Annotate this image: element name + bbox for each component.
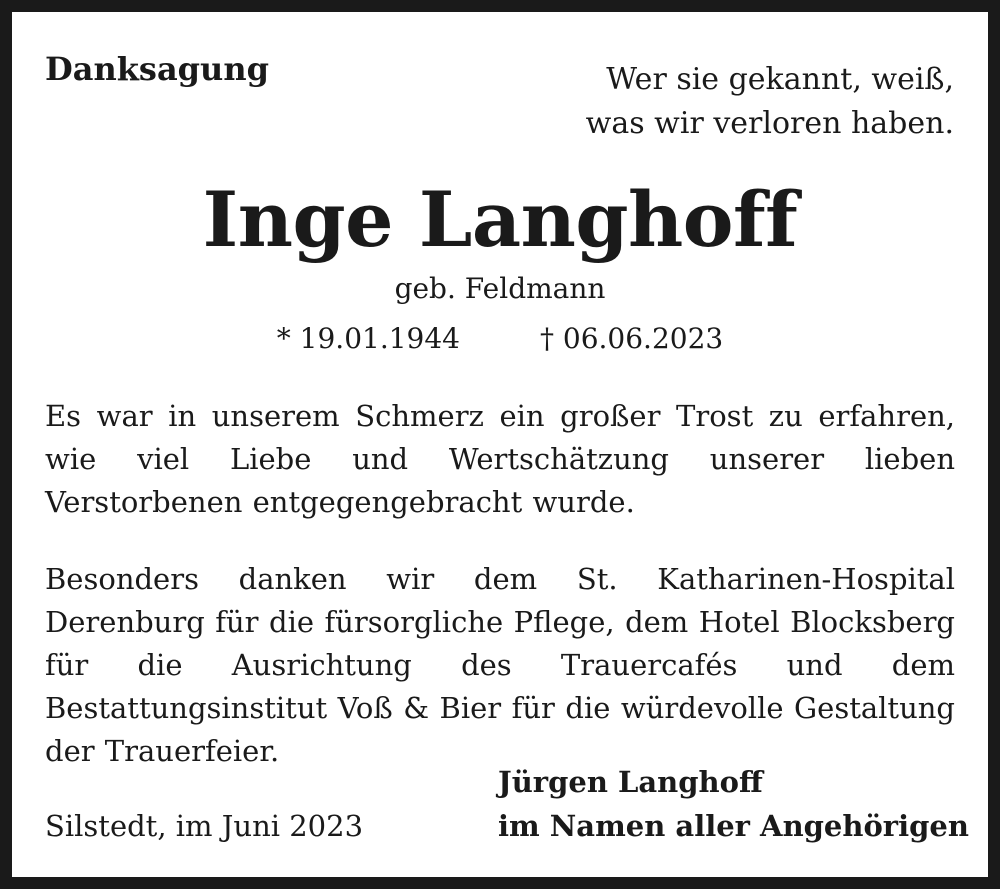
signer-name: Jürgen Langhoff	[498, 765, 763, 799]
signer-block	[498, 760, 969, 848]
deceased-name: Inge Langhoff	[202, 175, 798, 264]
life-dates	[0, 322, 1000, 356]
signer-role: im Namen aller Angehörigen	[498, 809, 969, 843]
memorial-quote	[354, 58, 954, 146]
notice-heading: Danksagung	[45, 50, 269, 88]
death-date: † 06.06.2023	[540, 322, 724, 355]
thanks-paragraph-1: Es war in unserem Schmerz ein großer Trost zu erfahren, wie viel Liebe und Wertschätzung unserer lieben Verstorbenen entgegengebracht wurde.	[45, 399, 955, 519]
maiden-name: geb. Feldmann	[394, 272, 606, 305]
quote-line-2: was wir verloren haben.	[585, 106, 954, 141]
thanks-paragraph-2: Besonders danken wir dem St. Katharinen-Hospital Derenburg für die fürsorgliche Pflege, dem Hotel Blocksberg für die Ausrichtung des Trauercafés und dem Bestattungsinstitut Voß & Bier für die würdevolle Gestaltung der Trauerfeier.	[45, 562, 955, 768]
quote-line-1: Wer sie gekannt, weiß,	[606, 62, 954, 97]
place-date: Silstedt, im Juni 2023	[45, 809, 364, 843]
birth-date: * 19.01.1944	[276, 322, 460, 355]
